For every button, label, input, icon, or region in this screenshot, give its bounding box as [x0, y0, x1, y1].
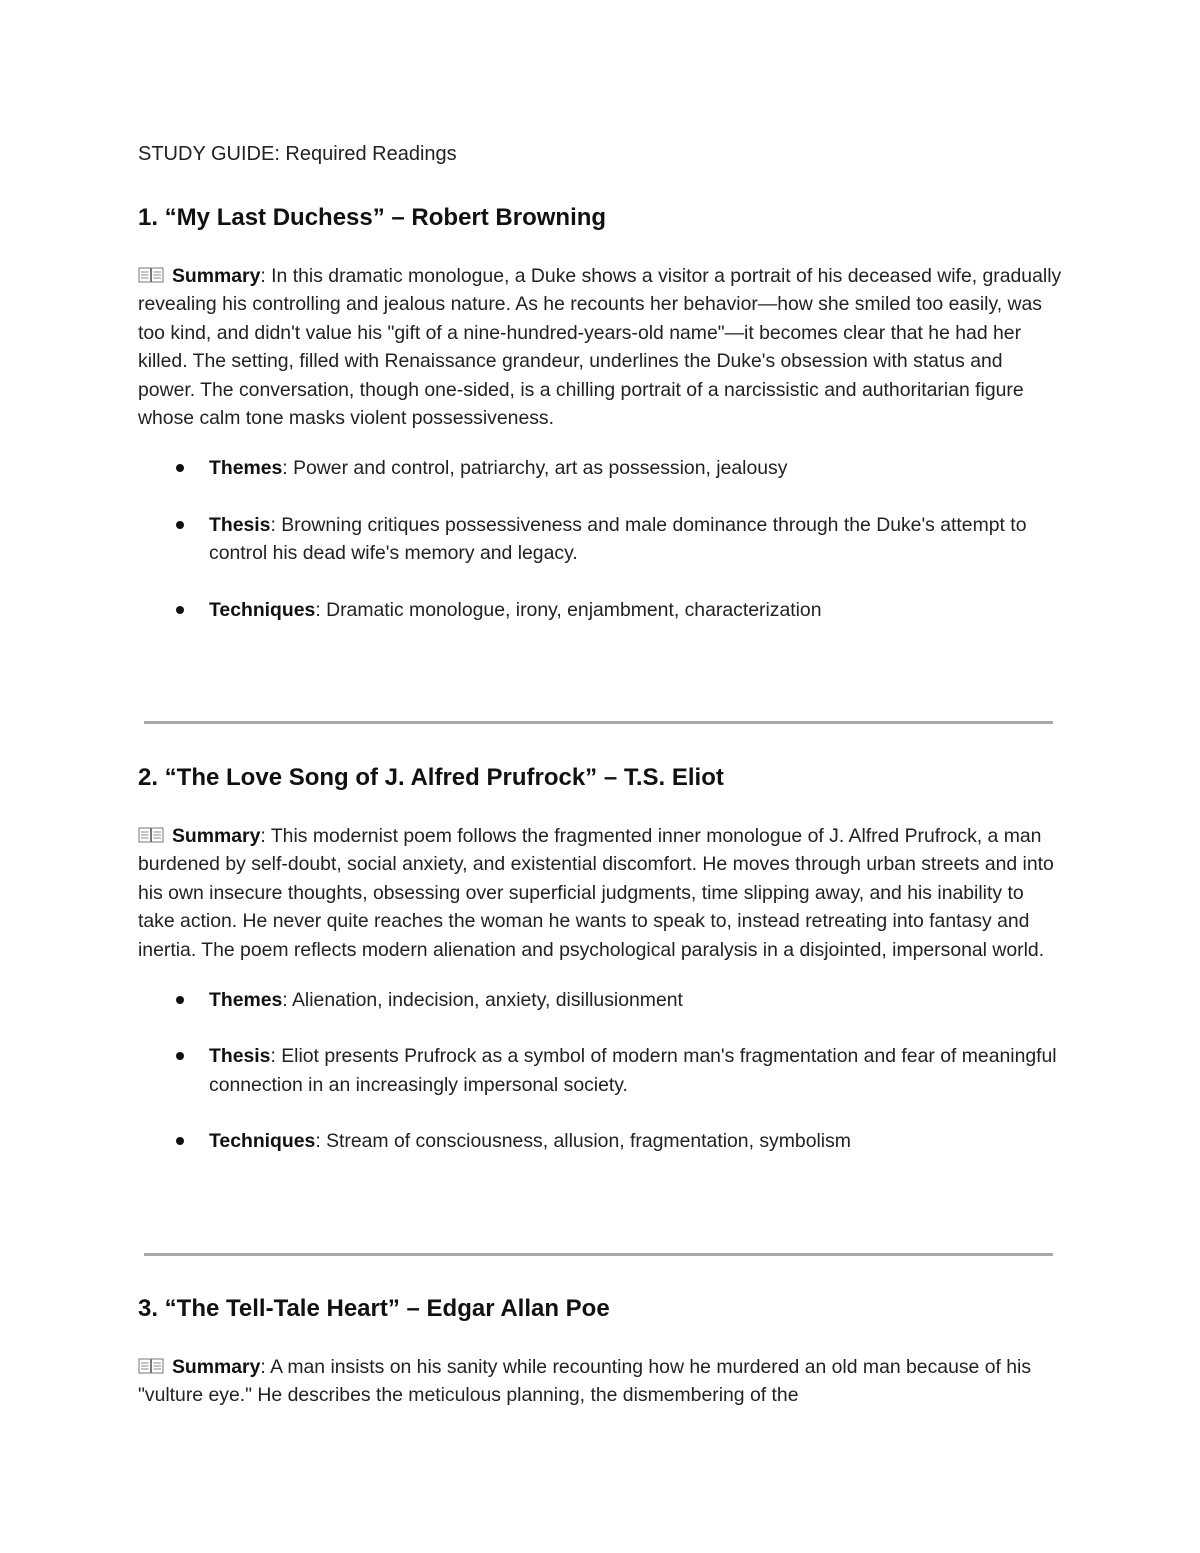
point-text: : Eliot presents Prufrock as a symbol of modern man's fragmentation and fear of meaningful connection in an increasingly impersonal society.	[209, 1045, 1057, 1096]
bullet-icon	[176, 996, 184, 1004]
key-points-list	[138, 986, 1063, 1156]
list-item-thesis	[138, 511, 1063, 568]
list-item-techniques	[138, 1127, 1063, 1155]
summary-label: Summary	[172, 1356, 261, 1378]
section-heading: 2. “The Love Song of J. Alfred Prufrock” – T.S. Eliot	[138, 764, 724, 791]
point-text: : Browning critiques possessiveness and male dominance through the Duke's attempt to control his dead wife's memory and legacy.	[209, 513, 1027, 565]
list-item-techniques	[138, 596, 1063, 624]
list-item-thesis	[138, 1042, 1063, 1099]
summary-paragraph	[138, 262, 1063, 432]
summary-paragraph	[138, 822, 1063, 964]
point-text: : Alienation, indecision, anxiety, disillusionment	[282, 989, 683, 1012]
reading-section-1	[138, 202, 1063, 652]
point-label: Techniques	[209, 598, 316, 621]
open-book-icon	[138, 267, 164, 283]
point-label: Themes	[209, 457, 283, 480]
summary-text: : In this dramatic monologue, a Duke shows a visitor a portrait of his deceased wife, gradually revealing his controlling and jealous nature. As he recounts her behavior—how she smiled too easily, was too kind, and didn't value his "gift of a nine-hundred-years-old name"—it becomes clear that he had her killed. The setting, filled with Renaissance grandeur, underlines the Duke's obsession with status and power. The conversation, though one-sided, is a chilling portrait of a narcissistic and authoritarian figure whose calm tone masks violent possessiveness.	[138, 265, 1062, 430]
point-label: Techniques	[209, 1130, 316, 1153]
bullet-icon	[176, 521, 184, 529]
point-label: Thesis	[209, 1045, 271, 1068]
summary-label: Summary	[172, 825, 261, 847]
point-label: Themes	[209, 989, 283, 1012]
bullet-icon	[176, 606, 184, 614]
document-title: STUDY GUIDE: Required Readings	[138, 143, 457, 165]
open-book-icon	[138, 1358, 164, 1374]
section-divider	[144, 721, 1053, 724]
summary-label: Summary	[172, 265, 261, 287]
section-heading: 1. “My Last Duchess” – Robert Browning	[138, 204, 607, 231]
bullet-icon	[176, 1137, 184, 1145]
summary-paragraph	[138, 1353, 1063, 1410]
key-points-list	[138, 454, 1063, 624]
point-text: : Power and control, patriarchy, art as possession, jealousy	[282, 457, 788, 480]
list-item-themes	[138, 986, 1063, 1014]
point-text: : Stream of consciousness, allusion, fragmentation, symbolism	[315, 1130, 851, 1153]
section-divider	[144, 1253, 1053, 1256]
bullet-icon	[176, 464, 184, 472]
bullet-icon	[176, 1052, 184, 1060]
point-text: : Dramatic monologue, irony, enjambment, characterization	[315, 598, 822, 621]
open-book-icon	[138, 827, 164, 843]
reading-section-2	[138, 762, 1063, 1184]
reading-section-3	[138, 1293, 1063, 1410]
summary-text: : A man insists on his sanity while recounting how he murdered an old man because of his "vulture eye." He describes the meticulous planning, the dismembering of the	[138, 1356, 1032, 1407]
point-label: Thesis	[209, 513, 271, 536]
summary-text: : This modernist poem follows the fragmented inner monologue of J. Alfred Prufrock, a man burdened by self-doubt, social anxiety, and existential discomfort. He moves through urban streets and into his own insecure thoughts, obsessing over superficial judgments, time slipping away, and his inability to take action. He never quite reaches the woman he wants to speak to, instead retreating into fantasy and inertia. The poem reflects modern alienation and psychological paralysis in a disjointed, impersonal world.	[138, 825, 1054, 961]
section-heading: 3. “The Tell-Tale Heart” – Edgar Allan Poe	[138, 1295, 610, 1322]
list-item-themes	[138, 454, 1063, 482]
